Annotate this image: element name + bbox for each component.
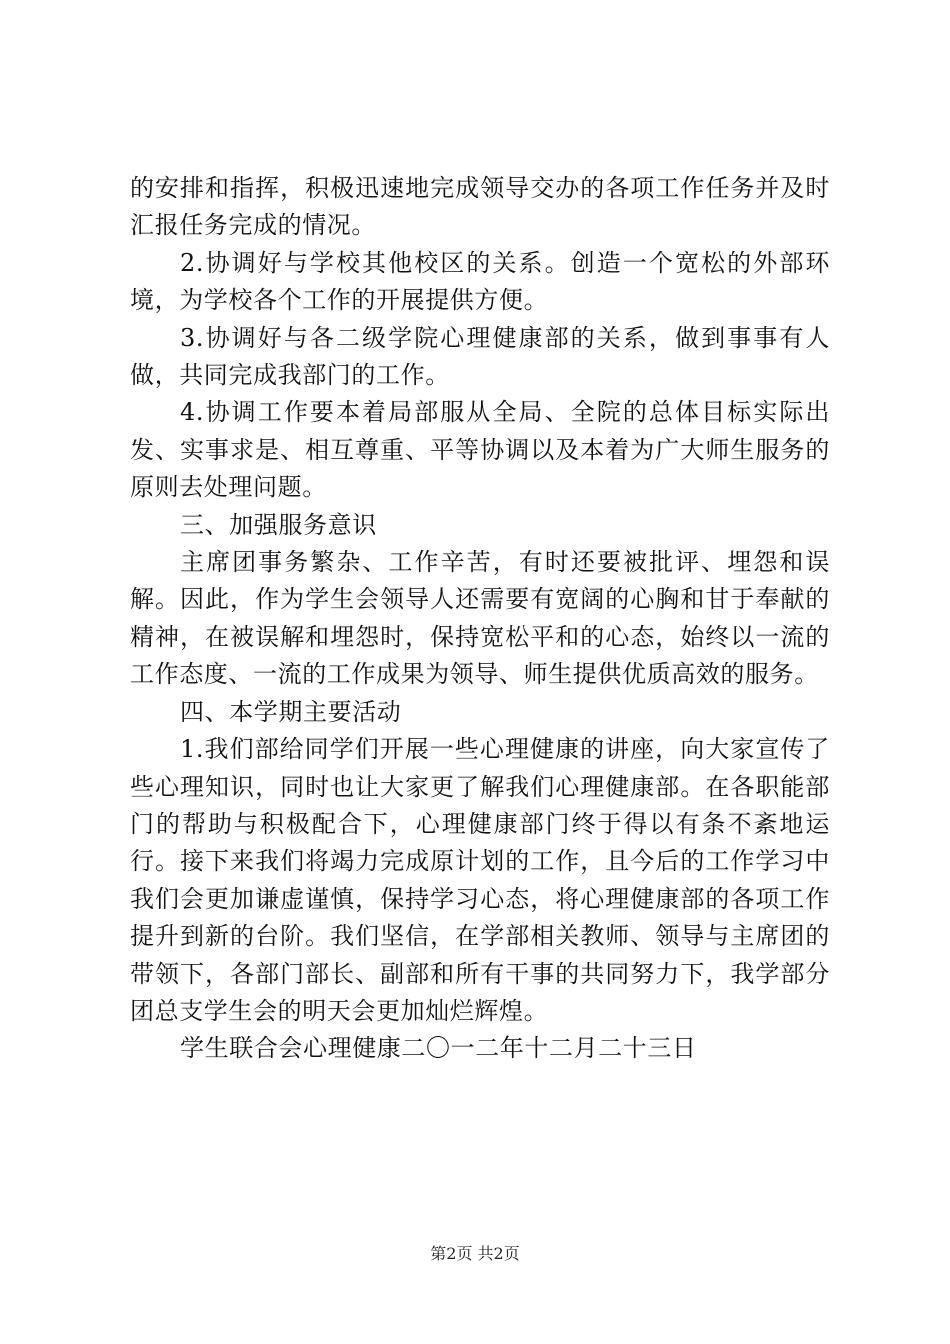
section-heading-activities: 四、本学期主要活动	[180, 697, 402, 726]
paragraph-service: 主席团事务繁杂、工作辛苦，有时还要被批评、埋怨和误解。因此，作为学生会领导人还需要有宽阔的心胸和甘于奉献的精神，在被误解和埋怨时，保持宽松平和的心态，始终以一流的工作态度、一流的工作成果为领导、师生提供优质高效的服务。	[130, 548, 830, 689]
section-heading-service: 三、加强服务意识	[180, 510, 377, 539]
document-body	[130, 170, 830, 1068]
paragraph-item-3: 3.协调好与各二级学院心理健康部的关系，做到事事有人做，共同完成我部门的工作。	[130, 323, 830, 390]
page-number-footer: 第2页 共2页	[430, 1244, 520, 1263]
paragraph-item-2: 2.协调好与学校其他校区的关系。创造一个宽松的外部环境，为学校各个工作的开展提供方便。	[130, 248, 830, 315]
paragraph-item-4: 4.协调工作要本着局部服从全局、全院的总体目标实际出发、实事求是、相互尊重、平等协调以及本着为广大师生服务的原则去处理问题。	[130, 398, 830, 502]
signature-line: 学生联合会心理健康二〇一二年十二月二十三日	[180, 1034, 697, 1063]
paragraph-activities: 1.我们部给同学们开展一些心理健康的讲座，向大家宣传了些心理知识，同时也让大家更了解我们心理健康部。在各职能部门的帮助与积极配合下，心理健康部门终于得以有条不紊地运行。接下来我们将竭力完成原计划的工作，且今后的工作学习中我们会更加谦虚谨慎，保持学习心态，将心理健康部的各项工作提升到新的台阶。我们坚信，在学部相关教师、领导与主席团的带领下，各部门部长、副部和所有干事的共同努力下，我学部分团总支学生会的明天会更加灿烂辉煌。	[130, 735, 830, 1025]
paragraph-continuation: 的安排和指挥，积极迅速地完成领导交办的各项工作任务并及时汇报任务完成的情况。	[130, 174, 830, 240]
